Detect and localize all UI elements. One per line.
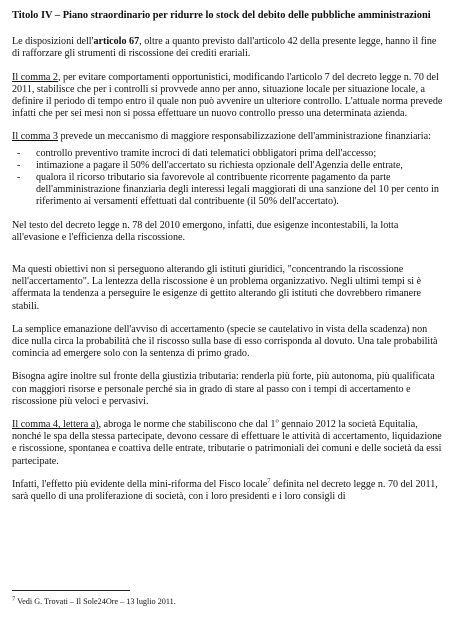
- paragraph-avviso: La semplice emanazione dell'avviso di accertamento (specie se cautelativo in vista della scadenza) non dice nulla circa la probabilità che il riscosso sulla base di esso corrisponda al dovuto. Una tale probabilità comincia ad emergere solo con la sentenza di primo grado.: [12, 323, 438, 360]
- comma-4-text-a: , abroga le norme che stabiliscono che dal 1: [98, 419, 276, 431]
- footnote-number: 7: [12, 595, 16, 603]
- paragraph-comma-2: [12, 72, 444, 121]
- bullet-dash: -: [17, 159, 21, 171]
- list-item: [12, 172, 444, 209]
- p1-pre: Le disposizioni dell': [12, 36, 94, 48]
- paragraph-obiettivi: Ma questi obiettivi non si perseguono alterando gli istituti giuridici, "concentrando la riscossione nell'accertamento". La lentezza della riscossione è un problema organizzativo. Negli ultimi tempi si è affermata la tendenza a perseguire le esigenze di gettito alterando gli istituti che dovrebbero rimanere stabili.: [12, 264, 422, 312]
- list-item-text: controllo preventivo tramite incroci di dati telematici obbligatori prima dell'accesso;: [36, 147, 377, 159]
- effetto-text-b: definita nel decreto legge n. 70 del 2011, sarà quello di una proliferazione di società, con i loro presidenti e i loro consigli di: [12, 478, 438, 503]
- footnote: [12, 597, 176, 607]
- effetto-text-a: Infatti, l'effetto più evidente della mini-riforma del Fisco locale: [12, 478, 268, 490]
- comma-4-text-b: gennaio 2012 la società Equitalia, nonché le spa della stessa partecipate, devono cessare di effettuare le attività di accertamento, liquidazione e riscossione, spontanea e coattiva delle entrate, tributarie o patrimoniali dei comuni e delle società da essi partecipate.: [12, 419, 442, 467]
- paragraph-decreto-78: Nel testo del decreto legge n. 78 del 2010 emergono, infatti, due esigenze incontestabili, la lotta all'evasione e l'efficienza della riscossione.: [12, 219, 399, 243]
- measures-list: [12, 148, 444, 209]
- comma-3-ref: Il comma 3: [12, 131, 58, 143]
- comma-3-text: prevede un meccanismo di maggiore responsabilizzazione dell'amministrazione finanziaria:: [57, 131, 431, 143]
- bullet-dash: -: [17, 147, 21, 159]
- list-item-text: qualora il ricorso tributario sia favorevole al contribuente ricorrente pagamento da parte dell'amministrazione finanziaria degli interessi legali maggiorati di una sanzione del 10 per cento in riferimento ai versamenti effettuati dal contribuente (il 50% dell'accertato).: [36, 172, 439, 208]
- ordinal-sup: o: [275, 417, 279, 425]
- footnote-ref: 7: [267, 477, 271, 485]
- list-item: [12, 160, 444, 172]
- list-item-text: intimazione a pagare il 50% dell'accertato su richiesta opzionale dell'Agenzia delle entrate,: [36, 159, 403, 171]
- paragraph-comma-4: [12, 419, 444, 468]
- comma-4-ref: Il comma 4, lettera a): [12, 419, 99, 431]
- paragraph-comma-3: [12, 131, 444, 143]
- paragraph-giustizia: Bisogna agire inoltre sul fronte della giustizia tributaria: renderla più forte, più autonoma, più qualificata con maggiori risorse e personale perché sia in grado di stare al passo con i tempi di accertamento e riscossione più veloci e pervasivi.: [12, 371, 435, 407]
- article-67-ref: articolo 67: [93, 36, 140, 48]
- comma-2-ref: Il comma 2: [12, 71, 58, 83]
- paragraph-article-67: [12, 36, 444, 60]
- bullet-dash: -: [17, 172, 21, 184]
- comma-2-text: , per evitare comportamenti opportunistici, modificando l'articolo 7 del decreto legge n. 70 del 2011, stabilisce che per i controlli si provvede anno per anno, situazione locale per situazione locale, a definire il periodo di tempo entro il quale non può avvenire un ulteriore controllo. L'attuale norma prevede infatti che per sei mesi non si possa effettuare un nuovo controllo presso una determinata azienda.: [12, 71, 443, 120]
- list-item: [12, 148, 444, 160]
- section-title: Titolo IV – Piano straordinario per ridurre lo stock del debito delle pubbliche amministrazioni: [12, 10, 431, 21]
- p1-post: , oltre a quanto previsto dall'articolo 42 della presente legge, hanno il fine di rafforzare gli strumenti di riscossione dei crediti erariali.: [12, 36, 437, 60]
- footnote-divider: [12, 590, 130, 591]
- footnote-text: Vedi G. Trovati – Il Sole24Ore – 13 luglio 2011.: [15, 597, 176, 606]
- paragraph-effetto: [12, 479, 444, 503]
